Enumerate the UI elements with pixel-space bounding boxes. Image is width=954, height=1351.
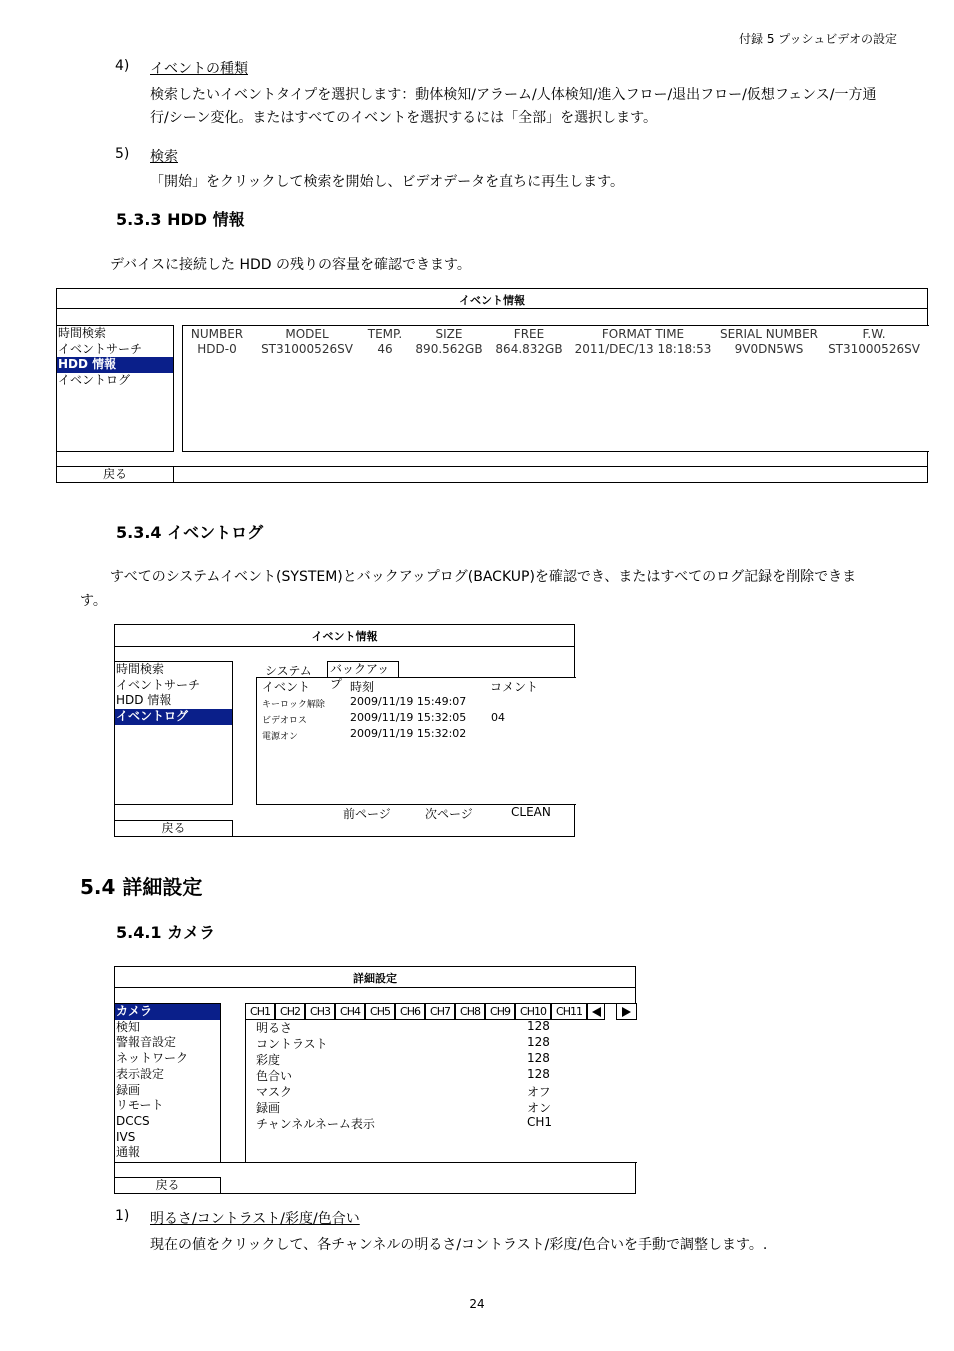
column-header: MODEL xyxy=(285,327,329,341)
log-event: キーロック解除 xyxy=(262,700,325,710)
column-header: NUMBER xyxy=(190,327,244,341)
setting-label-record: 録画 xyxy=(256,1101,281,1115)
hdd-info-screen xyxy=(56,288,928,483)
log-event: ビデオロス xyxy=(262,716,307,726)
setting-value-channel-name[interactable]: CH1 xyxy=(527,1115,553,1129)
page-number: 24 xyxy=(469,1297,485,1311)
menu-item-dccs[interactable]: DCCS xyxy=(116,1113,150,1128)
triangle-right-icon xyxy=(622,1007,631,1017)
column-header: イベント xyxy=(262,680,311,694)
setting-label-channel-name: チャンネルネーム表示 xyxy=(256,1117,375,1131)
column-header: FORMAT TIME xyxy=(601,327,685,341)
page-header: 付録 5 プッシュビデオの設定 xyxy=(739,32,897,46)
section-heading: 5.4.1 カメラ xyxy=(116,923,216,942)
menu-item-remote[interactable]: リモート xyxy=(116,1098,164,1113)
menu-item-notification[interactable]: 通報 xyxy=(116,1145,141,1160)
paragraph-line: デバイスに接続した HDD の残りの容量を確認できます。 xyxy=(110,257,471,273)
section-heading: 5.3.4 イベントログ xyxy=(116,523,264,542)
channel-tab[interactable]: CH10 xyxy=(515,1003,551,1020)
camera-panel xyxy=(245,1003,637,1163)
menu-item-network[interactable]: ネットワーク xyxy=(116,1051,189,1066)
title-divider xyxy=(56,308,928,309)
menu-item-event-log[interactable]: イベントログ xyxy=(115,709,232,725)
prev-page-button[interactable]: 前ページ xyxy=(343,807,391,821)
channel-tab[interactable]: CH6 xyxy=(395,1003,425,1020)
menu-item-time-search[interactable]: 時間検索 xyxy=(58,326,107,340)
paragraph-line: すべてのシステムイベント(SYSTEM)とバックアップログ(BACKUP)を確認でき、またはすべてのログ記録を削除できま xyxy=(110,569,857,585)
item-title: イベントの種類 xyxy=(150,61,248,77)
item-number: 5) xyxy=(115,146,130,162)
channel-tab[interactable]: CH3 xyxy=(305,1003,335,1020)
table-cell: ST31000526SV xyxy=(828,342,920,356)
channel-tab[interactable]: CH7 xyxy=(425,1003,455,1020)
hdd-table xyxy=(183,327,930,357)
hdd-table-panel xyxy=(182,325,929,452)
menu-item-time-search[interactable]: 時間検索 xyxy=(116,662,165,676)
table-cell: 864.832GB xyxy=(495,342,563,356)
menu-item-alert-sound[interactable]: 警報音設定 xyxy=(116,1035,177,1050)
channel-tab[interactable]: CH4 xyxy=(335,1003,365,1020)
tab-backup[interactable]: バックアップ xyxy=(327,661,399,678)
setting-label-mask: マスク xyxy=(256,1085,293,1099)
table-cell: 890.562GB xyxy=(415,342,483,356)
setting-label-brightness: 明るさ xyxy=(256,1021,293,1035)
back-button[interactable]: 戻る xyxy=(114,1177,221,1194)
log-event: 電源オン xyxy=(262,732,299,742)
table-cell: ST31000526SV xyxy=(261,342,353,356)
screen-title: イベント情報 xyxy=(459,294,525,307)
column-header: FREE xyxy=(513,327,545,341)
channel-tab[interactable]: CH1 xyxy=(245,1003,275,1020)
column-header: SERIAL NUMBER xyxy=(719,327,819,341)
setting-label-hue: 色合い xyxy=(256,1069,293,1083)
table-cell: 2011/DEC/13 18:18:53 xyxy=(574,342,712,356)
setting-value-brightness[interactable]: 128 xyxy=(527,1019,550,1033)
item-number: 4) xyxy=(115,58,130,74)
paragraph-line: 「開始」をクリックして検索を開始し、ビデオデータを直ちに再生します。 xyxy=(150,174,625,190)
paragraph-line: 現在の値をクリックして、各チャンネルの明るさ/コントラスト/彩度/色合いを手動で調整します。. xyxy=(150,1237,768,1253)
menu-item-ivs[interactable]: IVS xyxy=(116,1129,136,1144)
paragraph-line: 行/シーン変化。またはすべてのイベントを選択するには「全部」を選択します。 xyxy=(150,110,658,126)
section-heading: 5.4 詳細設定 xyxy=(80,875,203,899)
footer-divider xyxy=(56,466,928,467)
setting-value-hue[interactable]: 128 xyxy=(527,1067,550,1081)
log-time: 2009/11/19 15:49:07 xyxy=(350,695,467,708)
column-header: コメント xyxy=(490,680,539,694)
column-header: F.W. xyxy=(862,327,886,341)
section-heading: 5.3.3 HDD 情報 xyxy=(116,210,245,229)
channel-tab[interactable]: CH9 xyxy=(485,1003,515,1020)
title-divider xyxy=(114,646,575,647)
table-cell[interactable]: HDD-0 xyxy=(197,342,237,356)
table-cell: 46 xyxy=(377,342,393,356)
setting-label-saturation: 彩度 xyxy=(256,1053,281,1067)
screen-title: 詳細設定 xyxy=(353,972,397,985)
back-button[interactable]: 戻る xyxy=(56,466,174,483)
setting-value-contrast[interactable]: 128 xyxy=(527,1035,550,1049)
side-menu xyxy=(114,1003,221,1163)
column-header: SIZE xyxy=(435,327,463,341)
setting-value-record[interactable]: オン xyxy=(527,1101,552,1115)
column-header: TEMP. xyxy=(367,327,403,341)
footer-divider xyxy=(114,1162,636,1163)
setting-label-contrast: コントラスト xyxy=(256,1037,328,1051)
screen-title: イベント情報 xyxy=(311,630,378,643)
event-log-screen xyxy=(114,624,575,837)
clean-button[interactable]: CLEAN xyxy=(511,805,551,819)
menu-item-event-search[interactable]: イベントサーチ xyxy=(116,677,201,692)
channel-tab[interactable]: CH8 xyxy=(455,1003,485,1020)
menu-item-record[interactable]: 録画 xyxy=(116,1082,141,1097)
item-title: 明るさ/コントラスト/彩度/色合い xyxy=(150,1211,360,1227)
menu-item-event-search[interactable]: イベントサーチ xyxy=(58,341,143,356)
prev-channel-button[interactable] xyxy=(587,1003,605,1020)
side-menu xyxy=(56,325,174,452)
tab-system[interactable]: システム xyxy=(265,664,312,678)
menu-item-hdd-info[interactable]: HDD 情報 xyxy=(116,693,172,708)
item-title: 検索 xyxy=(150,149,178,165)
channel-tab[interactable]: CH5 xyxy=(365,1003,395,1020)
paragraph-line: す。 xyxy=(80,593,107,609)
item-number: 1) xyxy=(115,1208,130,1224)
setting-value-mask[interactable]: オフ xyxy=(527,1085,551,1099)
channel-tabs xyxy=(245,1003,637,1020)
log-time: 2009/11/19 15:32:05 xyxy=(350,711,467,724)
back-button[interactable]: 戻る xyxy=(114,820,233,837)
channel-tab[interactable]: CH2 xyxy=(275,1003,305,1020)
menu-item-hdd-info[interactable]: HDD 情報 xyxy=(57,357,173,373)
column-header: 時刻 xyxy=(350,680,375,694)
menu-item-display[interactable]: 表示設定 xyxy=(116,1066,165,1081)
table-cell: 9V0DN5WS xyxy=(734,342,804,356)
side-menu xyxy=(114,661,233,805)
setting-value-saturation[interactable]: 128 xyxy=(527,1051,550,1065)
menu-item-detection[interactable]: 検知 xyxy=(116,1019,141,1034)
next-channel-button[interactable] xyxy=(616,1003,637,1020)
next-page-button[interactable]: 次ページ xyxy=(425,807,473,821)
triangle-left-icon xyxy=(592,1007,601,1017)
channel-tab[interactable]: CH11 xyxy=(551,1003,587,1020)
title-divider xyxy=(114,987,636,988)
paragraph-line: 検索したいイベントタイプを選択します：動体検知/アラーム/人体検知/進入フロー/退出フロー/仮想フェンス/一方通 xyxy=(150,87,877,103)
log-time: 2009/11/19 15:32:02 xyxy=(350,727,467,740)
camera-settings-screen xyxy=(114,966,636,1194)
log-comment: 04 xyxy=(491,711,505,724)
menu-item-camera[interactable]: カメラ xyxy=(115,1004,220,1020)
menu-item-event-log[interactable]: イベントログ xyxy=(58,373,131,388)
